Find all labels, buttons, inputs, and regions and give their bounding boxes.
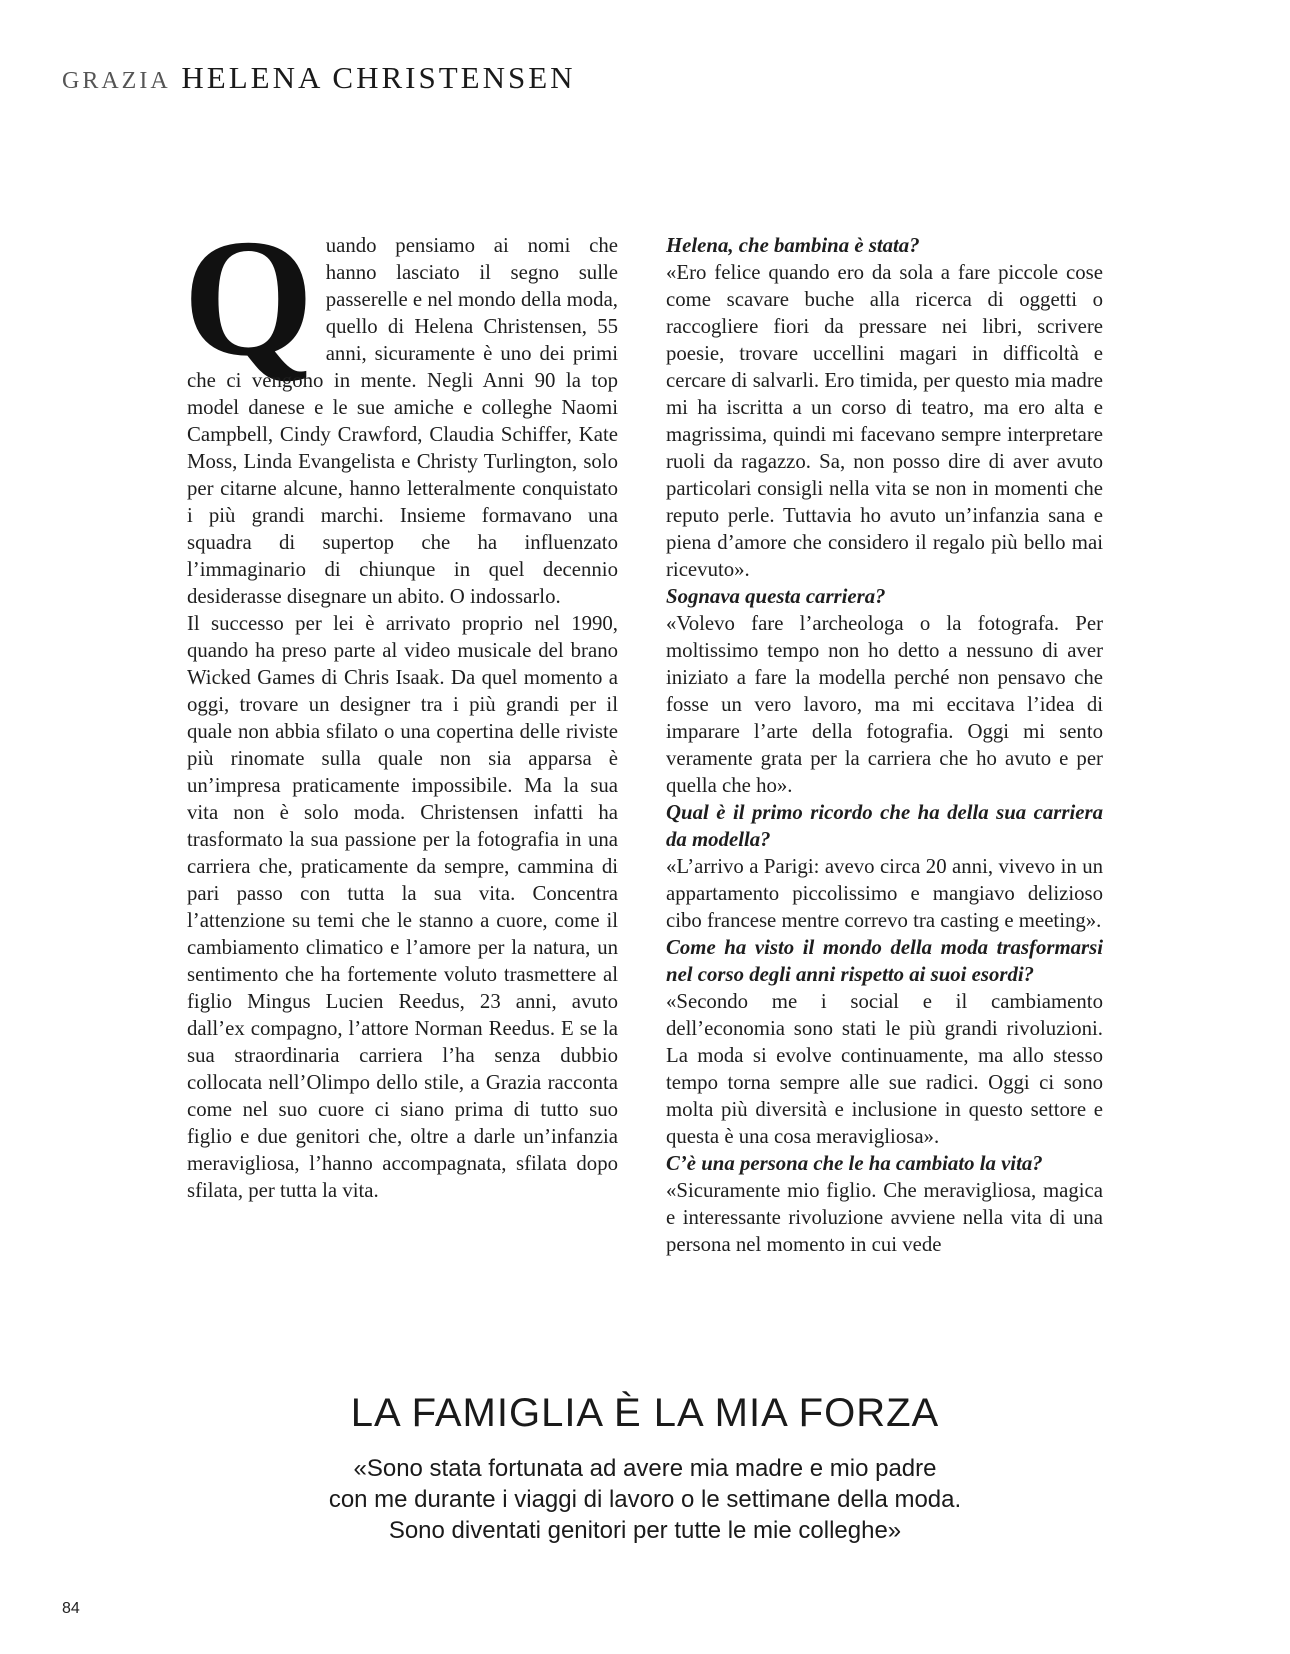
interview-answer: «Secondo me i social e il cambiamento dell’economia sono stati le più grandi rivoluzioni. La moda si evolve continuamente, ma allo stesso tempo torna sempre alle sue radici. Oggi ci sono molta più diversità e inclusione in questo settore e questa è una cosa meravigliosa». [666,990,1103,1148]
interview-question: Helena, che bambina è stata? [666,234,920,257]
interview-question: Sognava questa carriera? [666,585,886,608]
interview-answer: «Volevo fare l’archeologa o la fotografa. Per moltissimo tempo non ho detto a nessuno di aver iniziato a fare la modella perché non pensavo che fosse un vero lavoro, ma mi eccitava l’idea di imparare l’arte della fotografia. Oggi mi sento veramente grata per la carriera che ho avuto e per quella che ho». [666,612,1103,797]
article-subject: HELENA CHRISTENSEN [181,60,576,95]
page-number: 84 [62,1600,80,1617]
running-header [62,60,576,96]
interview-question: C’è una persona che le ha cambiato la vita? [666,1152,1043,1175]
interview-answer: «Ero felice quando ero da sola a fare piccole cose come scavare buche alla ricerca di oggetti o raccogliere fiori da pressare nei libri, scrivere poesie, trovare uccellini magari in difficoltà e cercare di salvarli. Ero timida, per questo mia madre mi ha iscritta a un corso di teatro, ma ero alta e magrissima, quindi mi facevano sempre interpretare ruoli da ragazzo. Sa, non posso dire di aver avuto particolari consigli nella vita se non in momenti che reputo perle. Tuttavia ho avuto un’infanzia sana e piena d’amore che considero il regalo più bello mai ricevuto». [666,261,1103,581]
pull-quote-title: LA FAMIGLIA È LA MIA FORZA [350,1391,940,1435]
interview-question: Qual è il primo ricordo che ha della sua carriera da modella? [666,801,1103,851]
pull-quote-line: con me durante i viaggi di lavoro o le settimane della moda. [328,1486,962,1513]
interview-answer: «L’arrivo a Parigi: avevo circa 20 anni, vivevo in un appartamento piccolissimo e mangiavo delizioso cibo francese mentre correvo tra casting e meeting». [666,855,1103,932]
article-paragraph: Il successo per lei è arrivato proprio nel 1990, quando ha preso parte al video musicale del brano Wicked Games di Chris Isaak. Da quel momento a oggi, trovare un designer tra i più grandi per il quale non abbia sfilato o una copertina delle riviste più rinomate sulla quale non sia apparsa è un’impresa praticamente impossibile. Ma la sua vita non è solo moda. Christensen infatti ha trasformato la sua passione per la fotografia in una carriera che, praticamente da sempre, cammina di pari passo con tutta la sua vita. Concentra l’attenzione su temi che le stanno a cuore, come il cambiamento climatico e l’amore per la natura, un sentimento che ha fortemente voluto trasmettere al figlio Mingus Lucien Reedus, 23 anni, avuto dall’ex compagno, l’attore Norman Reedus. E se la sua straordinaria carriera l’ha senza dubbio collocata nell’Olimpo dello stile, a Grazia racconta come nel suo cuore ci siano prima di tutto suo figlio e due genitori che, oltre a darle un’infanzia meravigliosa, l’hanno accompagnata, sfilata dopo sfilata, per tutta la vita. [187,612,618,1202]
article-column-left [183,205,618,1204]
pull-quote-line: «Sono stata fortunata ad avere mia madre e mio padre [353,1455,937,1482]
pull-quote [0,1453,1290,1546]
pull-quote-line: Sono diventati genitori per tutte le mie colleghe» [388,1517,902,1544]
magazine-brand: GRAZIA [62,68,171,94]
article-column-right [666,232,1103,1258]
interview-question: Come ha visto il mondo della moda trasformarsi nel corso degli anni rispetto ai suoi esordi? [666,936,1103,986]
drop-cap: Q [183,205,314,391]
interview-answer: «Sicuramente mio figlio. Che meravigliosa, magica e interessante rivoluzione avviene nella vita di una persona nel momento in cui vede [666,1179,1103,1256]
article-paragraph: uando pensiamo ai nomi che hanno lasciato il segno sulle passerelle e nel mondo della moda, quello di Helena Christensen, 55 anni, sicuramente è uno dei primi che ci vengono in mente. Negli Anni 90 la top model danese e le sue amiche e colleghe Naomi Campbell, Cindy Crawford, Claudia Schiffer, Kate Moss, Linda Evangelista e Christy Turlington, solo per citarne alcune, hanno letteralmente conquistato i più grandi marchi. Insieme formavano una squadra di supertop che ha influenzato l’immaginario di chiunque in quel decennio desiderasse disegnare un abito. O indossarlo. [187,234,618,608]
